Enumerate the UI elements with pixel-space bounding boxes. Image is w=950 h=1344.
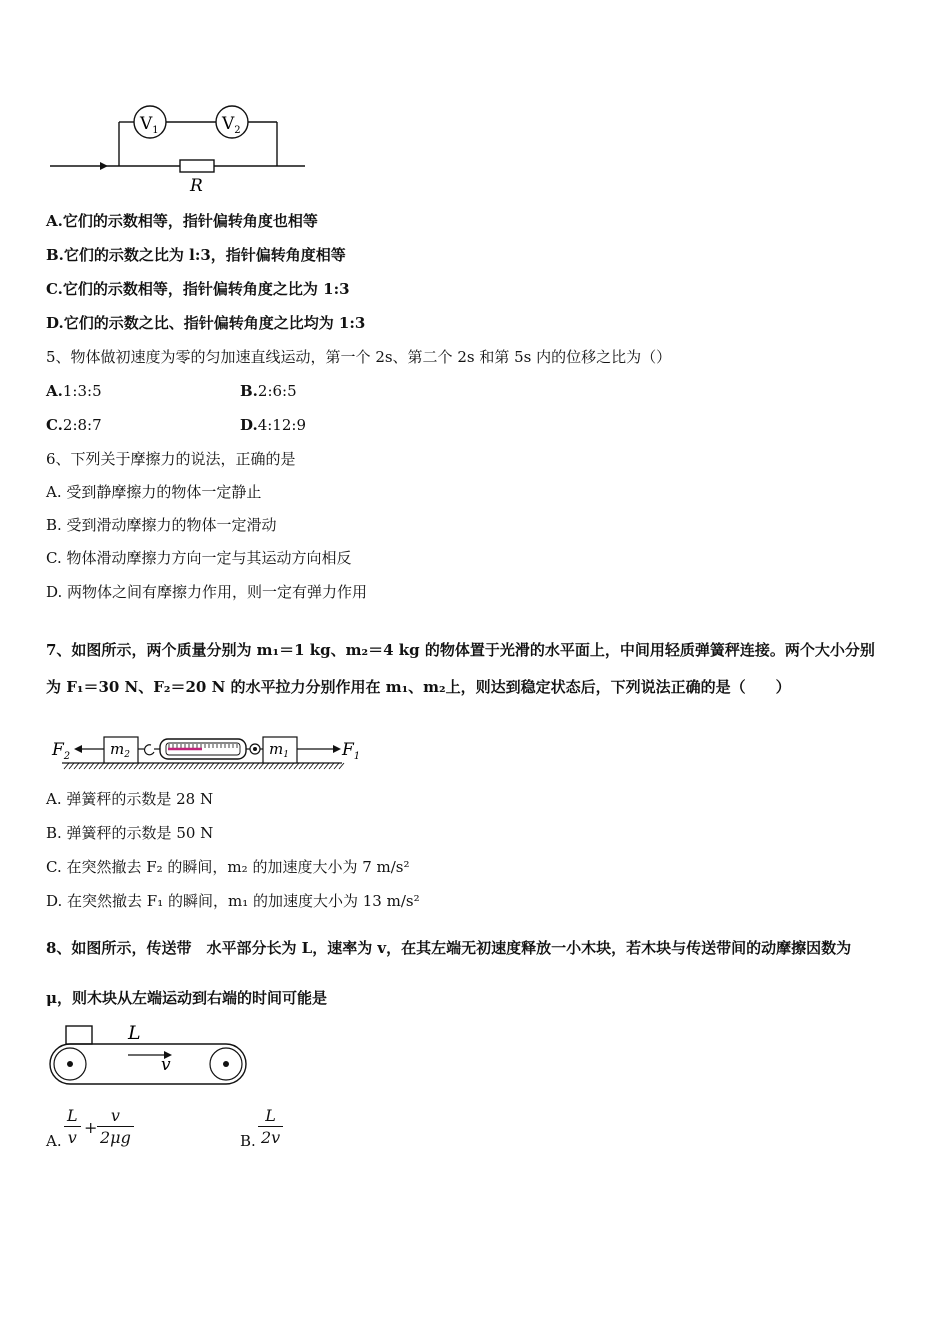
hatch-line — [164, 763, 169, 769]
hatch-line — [104, 763, 109, 769]
hatch-line — [139, 763, 144, 769]
q5-option-a: A.1:3:5 — [46, 382, 102, 400]
q8-stem-line1: 8、如图所示，传送带 水平部分长为 L，速率为 v，在其左端无初速度释放一小木块，若木块与传送带间的动摩擦因数为 — [46, 939, 852, 957]
q5-option-c: C.2:8:7 — [46, 416, 102, 434]
hatch-line — [109, 763, 114, 769]
hatch-line — [294, 763, 299, 769]
spring-scale-figure — [50, 730, 365, 772]
q5-option-b: B.2:6:5 — [240, 382, 297, 400]
hatch-line — [259, 763, 264, 769]
q7-option-c: C. 在突然撤去 F₂ 的瞬间，m₂ 的加速度大小为 7 m/s² — [46, 858, 410, 876]
q6-option-b: B. 受到滑动摩擦力的物体一定滑动 — [46, 516, 277, 534]
hatch-line — [84, 763, 89, 769]
hatch-line — [229, 763, 234, 769]
hatch-line — [89, 763, 94, 769]
hatch-line — [264, 763, 269, 769]
hatch-line — [99, 763, 104, 769]
hatch-line — [64, 763, 69, 769]
hatch-line — [114, 763, 119, 769]
q7-option-b: B. 弹簧秤的示数是 50 N — [46, 824, 214, 842]
hook-icon — [145, 745, 154, 755]
hatch-line — [324, 763, 329, 769]
hatch-line — [169, 763, 174, 769]
hatch-line — [69, 763, 74, 769]
m2-label: $m_2$ — [110, 740, 130, 760]
q7-stem-line2: 为 F₁＝30 N、F₂＝20 N 的水平拉力分别作用在 m₁、m₂上，则达到稳定状态后，下列说法正确的是（ ） — [46, 678, 791, 696]
ground-hatching — [64, 763, 344, 769]
q8-option-b-fraction: $\frac{L}{2v}$ — [258, 1106, 283, 1149]
hatch-line — [204, 763, 209, 769]
hatch-line — [299, 763, 304, 769]
hatch-line — [244, 763, 249, 769]
q7-stem-line1: 7、如图所示，两个质量分别为 m₁＝1 kg、m₂＝4 kg 的物体置于光滑的水平面上，中间用轻质弹簧秤连接。两个大小分别 — [46, 641, 875, 659]
q8-option-b-key: B. — [240, 1132, 256, 1150]
hatch-line — [224, 763, 229, 769]
hatch-line — [219, 763, 224, 769]
f2-label: $F_2$ — [52, 740, 71, 762]
hatch-line — [159, 763, 164, 769]
q4-option-a: A.它们的示数相等，指针偏转角度也相等 — [46, 212, 318, 230]
hatch-line — [174, 763, 179, 769]
q8-option-a-fraction-1: $\frac{L}{v}$ — [64, 1106, 81, 1149]
hatch-line — [239, 763, 244, 769]
q8-option-a-key: A. — [46, 1132, 62, 1150]
v2-label: $V_2$ — [222, 114, 241, 136]
hatch-line — [184, 763, 189, 769]
q7-option-d: D. 在突然撤去 F₁ 的瞬间，m₁ 的加速度大小为 13 m/s² — [46, 892, 420, 910]
hatch-line — [339, 763, 344, 769]
v1-label: $V_1$ — [140, 114, 159, 136]
hatch-line — [129, 763, 134, 769]
hatch-line — [279, 763, 284, 769]
q5-stem: 5、物体做初速度为零的匀加速直线运动，第一个 2s、第二个 2s 和第 5s 内的位移之比为（） — [46, 348, 672, 366]
hatch-line — [314, 763, 319, 769]
hatch-line — [134, 763, 139, 769]
f1-arrow-icon — [333, 745, 341, 753]
q4-option-b: B.它们的示数之比为 l:3，指针偏转角度相等 — [46, 246, 346, 264]
voltmeter-circuit-figure — [48, 100, 313, 196]
hatch-line — [309, 763, 314, 769]
hatch-line — [209, 763, 214, 769]
hatch-line — [199, 763, 204, 769]
q6-stem: 6、下列关于摩擦力的说法，正确的是 — [46, 450, 296, 468]
q8-option-a-fraction-2: $\frac{v}{2\mu g}$ — [97, 1106, 134, 1149]
belt-length-label: L — [128, 1022, 141, 1044]
hatch-line — [249, 763, 254, 769]
hatch-line — [274, 763, 279, 769]
hatch-line — [254, 763, 259, 769]
q8-option-a-plus: + — [84, 1118, 98, 1137]
q7-option-a: A. 弹簧秤的示数是 28 N — [46, 790, 214, 808]
hatch-line — [94, 763, 99, 769]
hatch-line — [334, 763, 339, 769]
hatch-line — [194, 763, 199, 769]
q6-option-a: A. 受到静摩擦力的物体一定静止 — [46, 483, 262, 501]
hatch-line — [329, 763, 334, 769]
hatch-line — [144, 763, 149, 769]
resistor-label: R — [190, 176, 203, 196]
hatch-line — [304, 763, 309, 769]
belt-speed-label: v — [161, 1055, 171, 1075]
hatch-line — [214, 763, 219, 769]
hatch-line — [189, 763, 194, 769]
q6-option-d: D. 两物体之间有摩擦力作用，则一定有弹力作用 — [46, 583, 368, 601]
hatch-line — [284, 763, 289, 769]
hatch-line — [119, 763, 124, 769]
conveyor-belt-figure — [48, 1020, 248, 1088]
q4-option-d: D.它们的示数之比、指针偏转角度之比均为 1:3 — [46, 314, 366, 332]
q8-stem-line2: μ，则木块从左端运动到右端的时间可能是 — [46, 989, 327, 1007]
hatch-line — [124, 763, 129, 769]
hatch-line — [74, 763, 79, 769]
hatch-line — [149, 763, 154, 769]
q5-option-d: D.4:12:9 — [240, 416, 306, 434]
hatch-line — [289, 763, 294, 769]
resistor — [180, 160, 214, 172]
f2-arrow-icon — [74, 745, 82, 753]
m1-label: $m_1$ — [269, 740, 289, 760]
hatch-line — [179, 763, 184, 769]
f1-label: $F_1$ — [342, 740, 361, 762]
hatch-line — [319, 763, 324, 769]
wooden-block — [66, 1026, 92, 1044]
hatch-line — [154, 763, 159, 769]
hatch-line — [234, 763, 239, 769]
hatch-line — [79, 763, 84, 769]
q6-option-c: C. 物体滑动摩擦力方向一定与其运动方向相反 — [46, 549, 352, 567]
q4-option-c: C.它们的示数相等，指针偏转角度之比为 1:3 — [46, 280, 350, 298]
hatch-line — [269, 763, 274, 769]
